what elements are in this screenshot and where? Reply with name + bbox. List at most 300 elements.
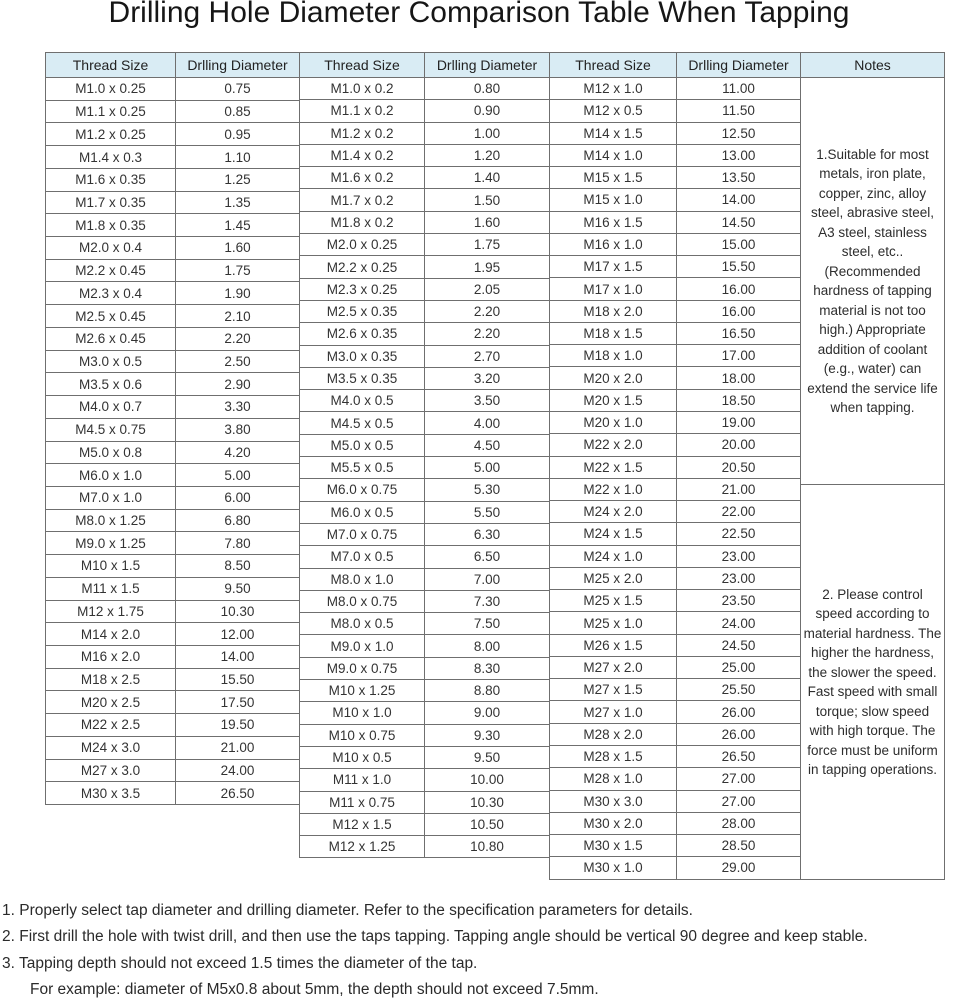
thread-size-cell: M2.3 x 0.4 bbox=[46, 282, 176, 304]
thread-size-cell: M10 x 1.25 bbox=[300, 680, 425, 701]
table-row bbox=[300, 724, 549, 746]
drilling-diameter-cell: 7.50 bbox=[473, 616, 501, 632]
thread-size-cell: M15 x 1.0 bbox=[550, 189, 677, 210]
table-row bbox=[300, 322, 549, 344]
drilling-diameter-cell: 1.75 bbox=[224, 263, 251, 279]
note-speed-control: 2. Please control speed according to material hardness. The higher the hardness, the slower the speed. Fast speed with small torque; slow speed with high torque. The force must be uniform in tapping operations. bbox=[801, 484, 944, 879]
drilling-diameter-cell: 22.00 bbox=[721, 504, 756, 520]
drilling-diameter-cell: 2.90 bbox=[224, 376, 251, 392]
table-row bbox=[550, 545, 800, 567]
thread-size-cell: M3.5 x 0.35 bbox=[300, 368, 425, 389]
drilling-diameter-cell: 12.00 bbox=[220, 626, 255, 642]
thread-size-cell: M8.0 x 1.0 bbox=[300, 569, 425, 590]
header-row bbox=[550, 53, 800, 77]
drilling-diameter-cell: 11.50 bbox=[722, 103, 755, 119]
thread-size-cell: M24 x 2.0 bbox=[550, 501, 677, 522]
thread-size-cell: M9.0 x 0.75 bbox=[300, 658, 425, 679]
thread-size-cell: M12 x 1.75 bbox=[46, 601, 176, 623]
drilling-diameter-cell: 3.50 bbox=[473, 393, 501, 409]
column-header-thread-size: Thread Size bbox=[300, 53, 425, 77]
table-row bbox=[550, 344, 800, 366]
thread-size-cell: M20 x 1.5 bbox=[550, 390, 677, 411]
drilling-diameter-cell: 0.85 bbox=[224, 104, 251, 120]
thread-size-cell: M3.0 x 0.35 bbox=[300, 346, 425, 367]
table-row bbox=[300, 523, 549, 545]
drilling-diameter-cell: 6.80 bbox=[224, 513, 251, 529]
drilling-diameter-cell: 7.00 bbox=[473, 571, 501, 587]
table-row bbox=[300, 746, 549, 768]
table-row bbox=[550, 723, 800, 745]
thread-size-cell: M11 x 1.0 bbox=[300, 769, 425, 790]
drilling-diameter-cell: 26.50 bbox=[721, 749, 756, 765]
thread-size-cell: M12 x 1.0 bbox=[550, 78, 677, 99]
drilling-diameter-cell: 13.00 bbox=[721, 147, 756, 163]
thread-size-cell: M18 x 2.0 bbox=[550, 301, 677, 322]
header-row bbox=[300, 53, 549, 77]
table-row bbox=[300, 813, 549, 835]
thread-size-cell: M4.0 x 0.5 bbox=[300, 390, 425, 411]
thread-size-cell: M1.4 x 0.2 bbox=[300, 145, 425, 166]
drilling-diameter-cell: 23.00 bbox=[721, 570, 756, 586]
footer-line-2: 2. First drill the hole with twist drill, and then use the taps tapping. Tapping angle should be vertical 90 degree and keep stable. bbox=[2, 928, 868, 946]
table-row bbox=[550, 233, 800, 255]
thread-size-cell: M1.2 x 0.25 bbox=[46, 123, 176, 145]
table-row bbox=[46, 372, 299, 395]
thread-size-cell: M16 x 1.5 bbox=[550, 212, 677, 233]
table-row bbox=[300, 791, 549, 813]
footer-line-3: 3. Tapping depth should not exceed 1.5 times the diameter of the tap. bbox=[2, 954, 478, 972]
drilling-diameter-cell: 29.00 bbox=[721, 860, 756, 876]
drilling-diameter-cell: 2.70 bbox=[473, 348, 501, 364]
drilling-diameter-cell: 8.80 bbox=[473, 683, 501, 699]
thread-size-cell: M30 x 1.5 bbox=[550, 835, 677, 856]
table-row bbox=[550, 255, 800, 277]
table-row bbox=[46, 759, 299, 782]
table-row bbox=[550, 834, 800, 856]
drilling-diameter-cell: 11.00 bbox=[722, 81, 755, 97]
thread-size-cell: M30 x 1.0 bbox=[550, 857, 677, 878]
thread-size-cell: M10 x 0.75 bbox=[300, 725, 425, 746]
thread-size-cell: M2.6 x 0.35 bbox=[300, 323, 425, 344]
drilling-diameter-cell: 1.25 bbox=[224, 172, 251, 188]
thread-size-cell: M1.2 x 0.2 bbox=[300, 123, 425, 144]
table-row bbox=[550, 745, 800, 767]
thread-size-cell: M18 x 1.5 bbox=[550, 323, 677, 344]
thread-size-cell: M1.6 x 0.35 bbox=[46, 169, 176, 191]
table-row bbox=[550, 300, 800, 322]
table-row bbox=[300, 501, 549, 523]
thread-size-cell: M1.1 x 0.2 bbox=[300, 100, 425, 121]
drilling-diameter-cell: 19.50 bbox=[220, 717, 255, 733]
thread-size-cell: M8.0 x 0.5 bbox=[300, 613, 425, 634]
table-row bbox=[46, 350, 299, 373]
thread-size-cell: M22 x 1.0 bbox=[550, 479, 677, 500]
drilling-diameter-cell: 26.50 bbox=[220, 785, 255, 801]
drilling-diameter-cell: 16.00 bbox=[721, 281, 756, 297]
thread-size-cell: M22 x 2.0 bbox=[550, 434, 677, 455]
drilling-diameter-cell: 1.75 bbox=[473, 237, 501, 253]
table-row bbox=[300, 300, 549, 322]
thread-size-cell: M28 x 1.0 bbox=[550, 768, 677, 789]
column-header-notes: Notes bbox=[854, 57, 891, 73]
thread-size-cell: M2.2 x 0.45 bbox=[46, 260, 176, 282]
drilling-diameter-cell: 2.50 bbox=[224, 353, 251, 369]
thread-size-cell: M7.0 x 1.0 bbox=[46, 487, 176, 509]
table-row bbox=[46, 600, 299, 623]
drilling-diameter-cell: 9.30 bbox=[473, 727, 501, 743]
table-column-group-1 bbox=[45, 52, 300, 805]
table-row bbox=[550, 611, 800, 633]
table-row bbox=[550, 144, 800, 166]
drilling-diameter-cell: 8.50 bbox=[224, 558, 251, 574]
drilling-diameter-cell: 19.00 bbox=[721, 415, 756, 431]
drilling-diameter-cell: 1.60 bbox=[473, 214, 501, 230]
drilling-diameter-cell: 28.00 bbox=[721, 815, 756, 831]
drilling-diameter-cell: 10.80 bbox=[470, 839, 504, 855]
drilling-diameter-cell: 13.50 bbox=[721, 170, 756, 186]
thread-size-cell: M6.0 x 0.75 bbox=[300, 479, 425, 500]
thread-size-cell: M11 x 0.75 bbox=[300, 792, 425, 813]
drilling-diameter-cell: 1.90 bbox=[224, 285, 251, 301]
table-row bbox=[300, 122, 549, 144]
table-row bbox=[46, 645, 299, 668]
table-row bbox=[550, 678, 800, 700]
drilling-diameter-cell: 0.90 bbox=[473, 103, 501, 119]
table-row bbox=[46, 486, 299, 509]
thread-size-cell: M12 x 1.5 bbox=[300, 814, 425, 835]
thread-size-cell: M2.2 x 0.25 bbox=[300, 256, 425, 277]
table-row bbox=[46, 122, 299, 145]
drilling-diameter-cell: 9.00 bbox=[473, 705, 501, 721]
thread-size-cell: M25 x 2.0 bbox=[550, 568, 677, 589]
table-row bbox=[550, 433, 800, 455]
table-row bbox=[46, 622, 299, 645]
thread-size-cell: M15 x 1.5 bbox=[550, 167, 677, 188]
thread-size-cell: M27 x 2.0 bbox=[550, 657, 677, 678]
thread-size-cell: M6.0 x 0.5 bbox=[300, 502, 425, 523]
drilling-diameter-cell: 20.50 bbox=[721, 459, 756, 475]
table-row bbox=[46, 281, 299, 304]
table-row bbox=[550, 389, 800, 411]
drilling-diameter-cell: 10.30 bbox=[470, 794, 504, 810]
thread-size-cell: M16 x 1.0 bbox=[550, 234, 677, 255]
thread-size-cell: M9.0 x 1.25 bbox=[46, 532, 176, 554]
table-row bbox=[46, 395, 299, 418]
table-row bbox=[46, 418, 299, 441]
drilling-diameter-cell: 6.50 bbox=[473, 549, 501, 565]
table-row bbox=[300, 679, 549, 701]
thread-size-cell: M20 x 2.5 bbox=[46, 691, 176, 713]
drilling-diameter-cell: 17.00 bbox=[721, 348, 756, 364]
table-row bbox=[300, 367, 549, 389]
drilling-diameter-cell: 5.50 bbox=[473, 504, 501, 520]
thread-size-cell: M25 x 1.5 bbox=[550, 590, 677, 611]
table-row bbox=[550, 411, 800, 433]
drilling-diameter-cell: 0.95 bbox=[224, 126, 251, 142]
drilling-diameter-cell: 10.00 bbox=[470, 772, 504, 788]
thread-size-cell: M30 x 2.0 bbox=[550, 813, 677, 834]
thread-size-cell: M4.5 x 0.5 bbox=[300, 412, 425, 433]
drilling-diameter-cell: 21.00 bbox=[220, 740, 255, 756]
table-rows-group-1 bbox=[46, 77, 299, 804]
thread-size-cell: M2.3 x 0.25 bbox=[300, 279, 425, 300]
drilling-diameter-cell: 6.30 bbox=[473, 527, 501, 543]
table-row bbox=[300, 389, 549, 411]
thread-size-cell: M4.5 x 0.75 bbox=[46, 419, 176, 441]
thread-size-cell: M17 x 1.0 bbox=[550, 278, 677, 299]
page-title: Drilling Hole Diameter Comparison Table When Tapping bbox=[108, 0, 850, 29]
column-header-drilling-diameter: Drlling Diameter bbox=[688, 57, 789, 73]
table-row bbox=[550, 99, 800, 121]
table-row bbox=[550, 634, 800, 656]
thread-size-cell: M22 x 1.5 bbox=[550, 457, 677, 478]
thread-size-cell: M22 x 2.5 bbox=[46, 714, 176, 736]
thread-size-cell: M1.0 x 0.25 bbox=[46, 78, 176, 100]
table-row bbox=[550, 277, 800, 299]
drilling-diameter-cell: 27.00 bbox=[721, 771, 756, 787]
thread-size-cell: M2.5 x 0.35 bbox=[300, 301, 425, 322]
notes-column bbox=[800, 52, 945, 880]
drilling-diameter-cell: 8.30 bbox=[473, 660, 501, 676]
column-header-drilling-diameter: Drlling Diameter bbox=[436, 57, 538, 73]
footer-line-4: For example: diameter of M5x0.8 about 5mm, the depth should not exceed 7.5mm. bbox=[30, 981, 599, 999]
table-row bbox=[300, 612, 549, 634]
thread-size-cell: M2.5 x 0.45 bbox=[46, 305, 176, 327]
thread-size-cell: M27 x 3.0 bbox=[46, 760, 176, 782]
table-row bbox=[300, 434, 549, 456]
drilling-diameter-cell: 15.50 bbox=[220, 672, 255, 688]
thread-size-cell: M24 x 1.0 bbox=[550, 546, 677, 567]
table-row bbox=[46, 191, 299, 214]
drilling-diameter-cell: 1.20 bbox=[473, 148, 501, 164]
thread-size-cell: M14 x 1.5 bbox=[550, 123, 677, 144]
drilling-diameter-cell: 1.40 bbox=[473, 170, 501, 186]
table-row bbox=[46, 168, 299, 191]
table-row bbox=[550, 700, 800, 722]
drilling-diameter-cell: 6.00 bbox=[224, 490, 251, 506]
thread-size-cell: M5.0 x 0.5 bbox=[300, 435, 425, 456]
table-row bbox=[46, 213, 299, 236]
thread-size-cell: M1.7 x 0.35 bbox=[46, 192, 176, 214]
thread-size-cell: M14 x 1.0 bbox=[550, 145, 677, 166]
drilling-diameter-cell: 28.50 bbox=[721, 838, 756, 854]
thread-size-cell: M2.0 x 0.4 bbox=[46, 237, 176, 259]
drilling-diameter-cell: 9.50 bbox=[224, 581, 251, 597]
thread-size-cell: M5.0 x 0.8 bbox=[46, 442, 176, 464]
drilling-diameter-cell: 18.00 bbox=[721, 370, 756, 386]
table-row bbox=[46, 327, 299, 350]
table-row bbox=[300, 77, 549, 99]
thread-size-cell: M20 x 2.0 bbox=[550, 367, 677, 388]
thread-size-cell: M27 x 1.0 bbox=[550, 701, 677, 722]
drilling-diameter-cell: 10.30 bbox=[220, 603, 255, 619]
thread-size-cell: M30 x 3.0 bbox=[550, 791, 677, 812]
drilling-diameter-cell: 2.10 bbox=[224, 308, 251, 324]
table-row bbox=[300, 233, 549, 255]
thread-size-cell: M24 x 1.5 bbox=[550, 523, 677, 544]
drilling-diameter-cell: 7.30 bbox=[473, 593, 501, 609]
drilling-diameter-cell: 0.75 bbox=[224, 81, 251, 97]
table-row bbox=[46, 236, 299, 259]
table-row bbox=[300, 278, 549, 300]
header-row bbox=[46, 53, 299, 77]
table-row bbox=[46, 781, 299, 804]
thread-size-cell: M3.5 x 0.6 bbox=[46, 373, 176, 395]
drilling-diameter-cell: 14.00 bbox=[220, 649, 255, 665]
drilling-diameter-cell: 1.00 bbox=[473, 125, 501, 141]
column-header-drilling-diameter: Drlling Diameter bbox=[187, 57, 288, 73]
thread-size-cell: M1.0 x 0.2 bbox=[300, 78, 425, 99]
table-row bbox=[300, 166, 549, 188]
drilling-diameter-cell: 23.00 bbox=[721, 548, 756, 564]
table-row bbox=[46, 713, 299, 736]
table-row bbox=[300, 835, 549, 857]
thread-size-cell: M10 x 1.5 bbox=[46, 555, 176, 577]
drilling-diameter-cell: 7.80 bbox=[224, 535, 251, 551]
thread-size-cell: M8.0 x 0.75 bbox=[300, 591, 425, 612]
drilling-diameter-cell: 14.00 bbox=[721, 192, 756, 208]
table-row bbox=[550, 478, 800, 500]
drilling-diameter-cell: 1.10 bbox=[224, 149, 251, 165]
table-row bbox=[300, 545, 549, 567]
table-row bbox=[550, 589, 800, 611]
thread-size-cell: M1.7 x 0.2 bbox=[300, 189, 425, 210]
drilling-diameter-cell: 26.00 bbox=[721, 704, 756, 720]
table-row bbox=[550, 767, 800, 789]
table-rows-group-2 bbox=[300, 77, 549, 857]
table-row bbox=[550, 322, 800, 344]
table-row bbox=[46, 304, 299, 327]
drilling-diameter-cell: 27.00 bbox=[721, 793, 756, 809]
thread-size-cell: M16 x 2.0 bbox=[46, 646, 176, 668]
thread-size-cell: M1.8 x 0.2 bbox=[300, 212, 425, 233]
table-row bbox=[550, 856, 800, 878]
drilling-diameter-cell: 1.45 bbox=[224, 217, 251, 233]
drilling-diameter-cell: 9.50 bbox=[473, 750, 501, 766]
thread-size-cell: M1.4 x 0.3 bbox=[46, 146, 176, 168]
drilling-diameter-cell: 25.50 bbox=[721, 682, 756, 698]
thread-size-cell: M7.0 x 0.75 bbox=[300, 524, 425, 545]
table-row bbox=[550, 122, 800, 144]
thread-size-cell: M24 x 3.0 bbox=[46, 737, 176, 759]
thread-size-cell: M17 x 1.5 bbox=[550, 256, 677, 277]
table-rows-group-3 bbox=[550, 77, 800, 879]
drilling-diameter-cell: 14.50 bbox=[721, 214, 756, 230]
thread-size-cell: M4.0 x 0.7 bbox=[46, 396, 176, 418]
drilling-diameter-cell: 15.50 bbox=[721, 259, 756, 275]
thread-size-cell: M1.1 x 0.25 bbox=[46, 101, 176, 123]
thread-size-cell: M8.0 x 1.25 bbox=[46, 510, 176, 532]
thread-size-cell: M3.0 x 0.5 bbox=[46, 351, 176, 373]
table-row bbox=[300, 590, 549, 612]
table-row bbox=[46, 577, 299, 600]
table-row bbox=[300, 99, 549, 121]
thread-size-cell: M27 x 1.5 bbox=[550, 679, 677, 700]
drilling-diameter-cell: 1.50 bbox=[473, 192, 501, 208]
thread-size-cell: M11 x 1.5 bbox=[46, 578, 176, 600]
table-row bbox=[300, 768, 549, 790]
drilling-diameter-cell: 20.00 bbox=[721, 437, 756, 453]
table-row bbox=[46, 554, 299, 577]
drilling-diameter-cell: 2.20 bbox=[473, 326, 501, 342]
drilling-diameter-cell: 24.00 bbox=[220, 762, 255, 778]
table-row bbox=[550, 366, 800, 388]
table-row bbox=[300, 255, 549, 277]
drilling-diameter-cell: 5.00 bbox=[224, 467, 251, 483]
table-row bbox=[550, 522, 800, 544]
drilling-diameter-cell: 16.00 bbox=[721, 303, 756, 319]
column-header-thread-size: Thread Size bbox=[550, 53, 677, 77]
thread-size-cell: M9.0 x 1.0 bbox=[300, 635, 425, 656]
table-row bbox=[550, 790, 800, 812]
thread-size-cell: M6.0 x 1.0 bbox=[46, 464, 176, 486]
thread-size-cell: M1.6 x 0.2 bbox=[300, 167, 425, 188]
drilling-diameter-cell: 10.50 bbox=[470, 816, 504, 832]
table-row bbox=[300, 701, 549, 723]
thread-size-cell: M18 x 1.0 bbox=[550, 345, 677, 366]
table-row bbox=[300, 657, 549, 679]
table-row bbox=[46, 77, 299, 100]
table-row bbox=[46, 145, 299, 168]
table-row bbox=[300, 634, 549, 656]
table-row bbox=[550, 500, 800, 522]
drilling-diameter-cell: 0.80 bbox=[473, 81, 501, 97]
thread-size-cell: M30 x 3.5 bbox=[46, 782, 176, 804]
table-row bbox=[300, 568, 549, 590]
table-row bbox=[550, 211, 800, 233]
drilling-diameter-cell: 18.50 bbox=[721, 392, 756, 408]
table-row bbox=[46, 463, 299, 486]
drilling-diameter-cell: 1.35 bbox=[224, 194, 251, 210]
drilling-diameter-cell: 4.20 bbox=[224, 444, 251, 460]
thread-size-cell: M26 x 1.5 bbox=[550, 635, 677, 656]
drilling-diameter-cell: 25.00 bbox=[721, 660, 756, 676]
table-row bbox=[550, 456, 800, 478]
footer-line-1: 1. Properly select tap diameter and drilling diameter. Refer to the specification parameters for details. bbox=[2, 902, 693, 919]
note-material-suitability: 1.Suitable for most metals, iron plate, copper, zinc, alloy steel, abrasive steel, A3 steel, stainless steel, etc..(Recommended hardness of tapping material is not too high.) Appropriate addition of coolant (e.g., water) can extend the service life when tapping. bbox=[801, 77, 944, 484]
thread-size-cell: M5.5 x 0.5 bbox=[300, 457, 425, 478]
drilling-diameter-cell: 4.50 bbox=[473, 437, 501, 453]
table-row bbox=[550, 188, 800, 210]
drilling-diameter-cell: 21.00 bbox=[721, 481, 756, 497]
table-row bbox=[550, 567, 800, 589]
table-row bbox=[46, 531, 299, 554]
column-header-thread-size: Thread Size bbox=[46, 53, 176, 77]
table-column-group-3 bbox=[549, 52, 801, 880]
drilling-diameter-cell: 22.50 bbox=[721, 526, 756, 542]
thread-size-cell: M10 x 0.5 bbox=[300, 747, 425, 768]
drilling-diameter-cell: 16.50 bbox=[721, 326, 756, 342]
thread-size-cell: M1.8 x 0.35 bbox=[46, 214, 176, 236]
table-row bbox=[46, 100, 299, 123]
table-row bbox=[46, 509, 299, 532]
drilling-diameter-cell: 3.30 bbox=[224, 399, 251, 415]
thread-size-cell: M25 x 1.0 bbox=[550, 612, 677, 633]
thread-size-cell: M12 x 1.25 bbox=[300, 836, 425, 857]
drilling-diameter-cell: 24.50 bbox=[721, 637, 756, 653]
drilling-diameter-cell: 12.50 bbox=[721, 125, 756, 141]
drilling-diameter-cell: 24.00 bbox=[721, 615, 756, 631]
thread-size-cell: M7.0 x 0.5 bbox=[300, 546, 425, 567]
thread-size-cell: M28 x 2.0 bbox=[550, 724, 677, 745]
drilling-diameter-cell: 1.95 bbox=[473, 259, 501, 275]
table-row bbox=[550, 656, 800, 678]
table-row bbox=[46, 736, 299, 759]
drilling-diameter-cell: 3.80 bbox=[224, 422, 251, 438]
footer-instructions bbox=[2, 898, 958, 1004]
thread-size-cell: M10 x 1.0 bbox=[300, 702, 425, 723]
table-row bbox=[550, 166, 800, 188]
